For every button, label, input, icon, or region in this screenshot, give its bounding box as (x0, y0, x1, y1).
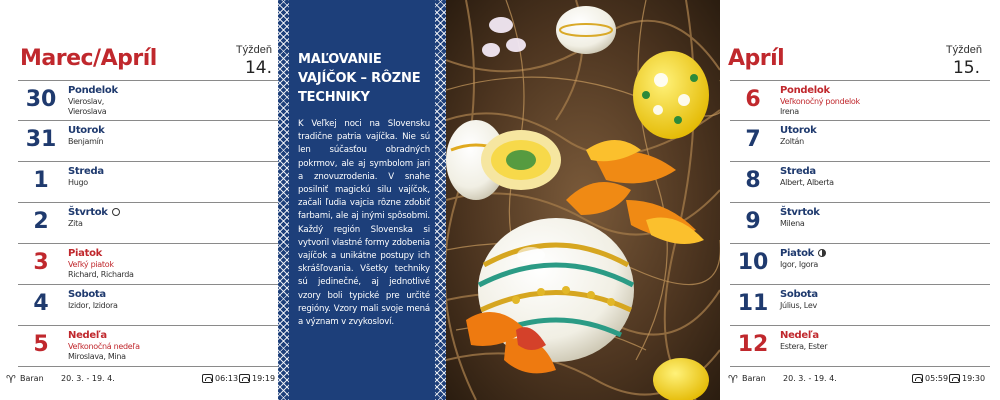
aries-icon: ♈ (728, 373, 738, 386)
name-day-line-1: Vieroslav, (68, 97, 105, 106)
day-number: 30 (25, 87, 57, 112)
day-row (730, 121, 990, 162)
month-title: Apríl (728, 46, 785, 71)
name-day: Richard, Richarda (68, 270, 134, 279)
name-day: Július, Lev (780, 301, 817, 310)
name-day: Igor, Igora (780, 260, 818, 269)
page-footer (728, 373, 986, 386)
day-name: Streda (68, 166, 104, 177)
name-day: Albert, Alberta (780, 178, 834, 187)
day-name: Piatok (780, 248, 815, 259)
name-day: Izidor, Izidora (68, 301, 118, 310)
day-row (730, 285, 990, 326)
day-row (730, 162, 990, 203)
day-name: Piatok (68, 248, 103, 259)
sunrise-icon (202, 374, 213, 383)
day-number: 6 (745, 87, 761, 112)
page-footer (6, 373, 276, 386)
day-number: 2 (33, 209, 49, 234)
name-day: Estera, Ester (780, 342, 828, 351)
day-name: Utorok (68, 125, 105, 136)
day-name: Pondelok (68, 85, 118, 96)
zodiac-range: 20. 3. - 19. 4. (783, 374, 837, 383)
day-row (18, 244, 278, 285)
holiday-label: Veľký piatok (68, 260, 114, 269)
zodiac-range: 20. 3. - 19. 4. (61, 374, 115, 383)
name-day: Zita (68, 219, 83, 228)
sunset-icon (239, 374, 250, 383)
half-moon-icon (818, 249, 826, 257)
month-title: Marec/Apríl (20, 46, 157, 71)
day-name: Sobota (780, 289, 818, 300)
day-number: 7 (745, 127, 761, 152)
aries-icon: ♈ (6, 373, 16, 386)
sunrise-time: 05:59 (925, 374, 949, 383)
name-day: Zoltán (780, 137, 804, 146)
name-day: Irena (780, 107, 799, 116)
day-row (730, 203, 990, 244)
day-number: 3 (33, 250, 49, 275)
article-body: K Veľkej noci na Slovensku tradične patria vajíčka. Nie sú len súčasťou obradných pokrmov, ale aj symbolom jari a znovuzrodenia. V snahe posilniť magickú silu vajíčok, začali ľudia vajcia rôzne zdobiť farbami, ale aj inými spôsobmi. Každý región Slovenska si vytvoril vlastné formy zdobenia vajíčok a unikátne postupy ich skrášľovania. Všetky techniky sú jedinečné, aj jednotlivé vzory boli typické pre určité regióny. Vzory mali svoje mená a význam v zvykosloví. (298, 119, 430, 328)
sunset-time: 19:19 (252, 374, 276, 383)
day-row (18, 203, 278, 244)
day-number: 8 (745, 168, 761, 193)
article-title: MAĽOVANIE VAJÍČOK – RÔZNE TECHNIKY (298, 52, 421, 105)
day-number: 9 (745, 209, 761, 234)
day-list (730, 80, 990, 367)
day-number: 5 (33, 332, 49, 357)
day-number: 11 (737, 291, 769, 316)
day-number: 10 (737, 250, 769, 275)
week-label: Týždeň (945, 44, 982, 56)
week-number: 14. (244, 58, 272, 78)
day-row (18, 326, 278, 367)
sunrise-icon (912, 374, 923, 383)
right-calendar-page (720, 0, 1000, 400)
day-name: Sobota (68, 289, 106, 300)
sunrise-time: 06:13 (215, 374, 239, 383)
day-row (730, 80, 990, 121)
day-row (730, 326, 990, 367)
day-number: 4 (33, 291, 49, 316)
day-number: 12 (737, 332, 769, 357)
holiday-label: Veľkonočný pondelok (780, 97, 860, 106)
sunset-icon (949, 374, 960, 383)
day-row (18, 80, 278, 121)
zodiac-sign: Baran (20, 374, 44, 383)
name-day: Milena (780, 219, 805, 228)
day-name: Štvrtok (68, 207, 108, 218)
day-name: Štvrtok (780, 207, 820, 218)
day-row (18, 121, 278, 162)
day-number: 1 (33, 168, 49, 193)
day-name: Nedeľa (68, 330, 107, 341)
day-number: 31 (25, 127, 57, 152)
day-list (18, 80, 278, 367)
name-day-line-2: Vieroslava (68, 107, 107, 116)
day-row (18, 162, 278, 203)
name-day: Benjamín (68, 137, 104, 146)
day-name: Streda (780, 166, 816, 177)
week-number: 15. (952, 58, 980, 78)
full-moon-icon (112, 208, 120, 216)
day-row (18, 285, 278, 326)
folk-pattern-border (278, 0, 289, 400)
name-day: Hugo (68, 178, 88, 187)
holiday-label: Veľkonočná nedeľa (68, 342, 140, 351)
zodiac-sign: Baran (742, 374, 766, 383)
day-name: Pondelok (780, 85, 830, 96)
article-panel (278, 0, 446, 400)
week-label: Týždeň (235, 44, 272, 56)
easter-eggs-illustration (446, 0, 720, 400)
day-name: Nedeľa (780, 330, 819, 341)
day-name: Utorok (780, 125, 817, 136)
name-day: Miroslava, Mina (68, 352, 126, 361)
sunset-time: 19:30 (962, 374, 986, 383)
left-calendar-page (0, 0, 282, 400)
easter-eggs-photo (446, 0, 720, 400)
day-row (730, 244, 990, 285)
folk-pattern-border (435, 0, 446, 400)
